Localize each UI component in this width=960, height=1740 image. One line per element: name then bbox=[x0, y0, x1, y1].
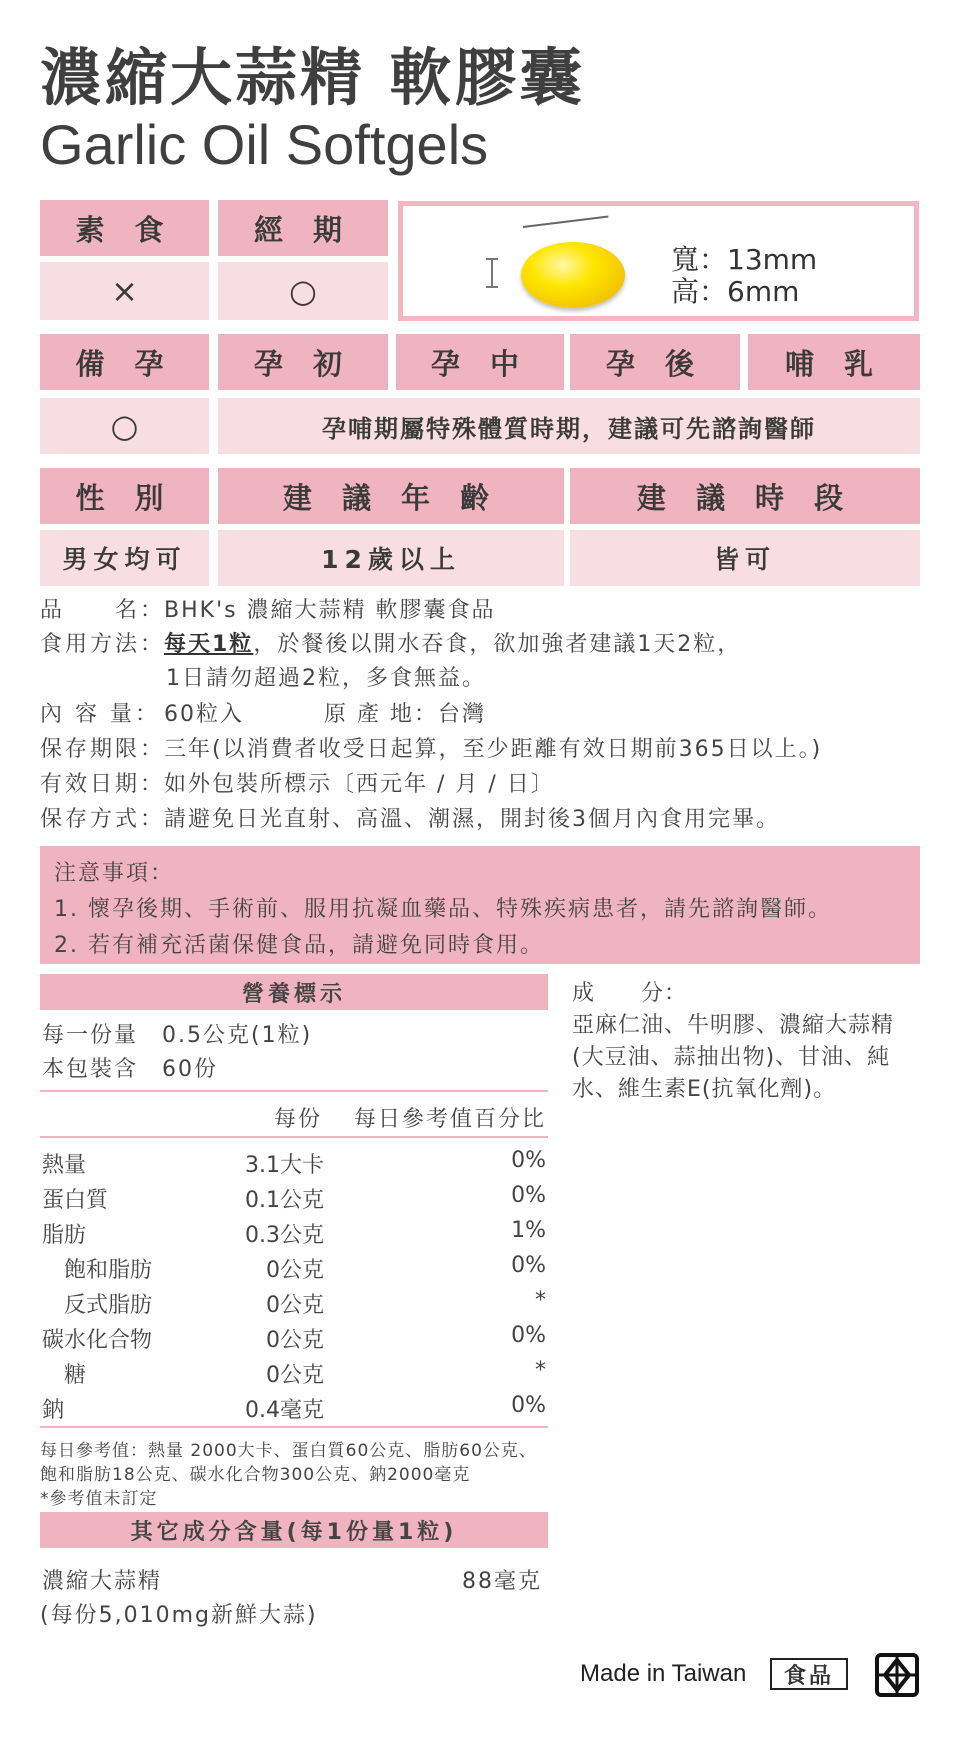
capsule-width-marker bbox=[523, 216, 609, 228]
nutrient-amount: 0.1公克 bbox=[245, 1188, 324, 1213]
info-shelf-life: 保存期限：三年(以消費者收受日起算，至少距離有效日期前365日以上。) bbox=[40, 737, 823, 762]
notice-item: 2. 若有補充活菌保健食品，請避免同時食用。 bbox=[54, 933, 544, 958]
nutrient-daily-pct: 0% bbox=[511, 1148, 546, 1173]
capsule-height: 高：6mm bbox=[671, 275, 800, 308]
other-item-note: (每份5,010mg新鮮大蒜) bbox=[40, 1603, 318, 1628]
table-row bbox=[40, 1183, 548, 1217]
notice-item: 1. 懷孕後期、手術前、服用抗凝血藥品、特殊疾病患者，請先諮詢醫師。 bbox=[54, 897, 832, 922]
info-content: 內 容 量： 60粒入 原 產 地：台灣 bbox=[40, 702, 487, 727]
col-per-serving: 每份 bbox=[274, 1107, 323, 1132]
nutrient-amount: 0公克 bbox=[266, 1258, 324, 1283]
nutrient-amount: 0.4毫克 bbox=[245, 1398, 324, 1423]
info-origin-value: 台灣 bbox=[438, 702, 487, 727]
capsule-width: 寬：13mm bbox=[671, 243, 818, 276]
other-item-name: 濃縮大蒜精 bbox=[42, 1569, 163, 1594]
nutrient-daily-pct: 0% bbox=[511, 1183, 546, 1208]
divider bbox=[40, 1136, 548, 1138]
pregnancy-header-late: 孕 後 bbox=[570, 334, 740, 390]
nutrition-title: 營養標示 bbox=[40, 974, 548, 1010]
table-row bbox=[40, 1323, 548, 1357]
capsule-size-box bbox=[398, 201, 919, 321]
nutrient-amount: 0公克 bbox=[266, 1293, 324, 1318]
notice-title: 注意事項： bbox=[54, 861, 175, 886]
nutrient-daily-pct: * bbox=[535, 1358, 546, 1383]
other-ingredients-title: 其它成分含量(每1份量1粒) bbox=[40, 1512, 548, 1548]
info-origin-label: 原 產 地： bbox=[324, 702, 438, 727]
info-name: 品 名：BHK's 濃縮大蒜精 軟膠囊食品 bbox=[40, 598, 496, 623]
capsule-image bbox=[521, 242, 625, 308]
gender-header: 性 別 bbox=[40, 468, 209, 524]
age-header: 建 議 年 齡 bbox=[218, 468, 564, 524]
nutrient-daily-pct: 0% bbox=[511, 1393, 546, 1418]
time-value: 皆可 bbox=[570, 530, 920, 586]
info-method-line2: 1日請勿超過2粒，多食無益。 bbox=[166, 666, 486, 691]
table-row bbox=[40, 1253, 548, 1287]
footnote: 飽和脂肪18公克、碳水化合物300公克、鈉2000毫克 bbox=[40, 1465, 471, 1485]
page-title-en: Garlic Oil Softgels bbox=[40, 113, 489, 176]
ingredients-text: 亞麻仁油、牛明膠、濃縮大蒜精(大豆油、蒜抽出物)、甘油、純水、維生素E(抗氧化劑)。 bbox=[572, 1013, 895, 1102]
pregnancy-header-prep: 備 孕 bbox=[40, 334, 209, 390]
page-title-zh: 濃縮大蒜精 軟膠囊 bbox=[40, 41, 585, 114]
table-row bbox=[40, 1218, 548, 1252]
nutrient-name: 飽和脂肪 bbox=[42, 1258, 153, 1283]
info-method: 食用方法：每天1粒，於餐後以開水吞食，欲加強者建議1天2粒， bbox=[40, 632, 742, 657]
pregnancy-header-mid: 孕 中 bbox=[396, 334, 564, 390]
divider bbox=[40, 1090, 548, 1092]
col-daily-value: 每日參考值百分比 bbox=[354, 1107, 547, 1132]
made-in-label: Made in Taiwan bbox=[580, 1660, 747, 1687]
footnote: 每日參考值：熱量 2000大卡、蛋白質60公克、脂肪60公克、 bbox=[40, 1441, 537, 1461]
serving-size: 每一份量 0.5公克(1粒) bbox=[42, 1023, 313, 1048]
info-expiry: 有效日期：如外包裝所標示〔西元年 / 月 / 日〕 bbox=[40, 772, 555, 797]
nutrient-amount: 3.1大卡 bbox=[245, 1153, 324, 1178]
servings-per-pack: 本包裝含 60份 bbox=[42, 1057, 218, 1082]
gender-value: 男女均可 bbox=[40, 530, 209, 586]
age-value: 12歲以上 bbox=[218, 530, 564, 586]
nutrient-amount: 0公克 bbox=[266, 1328, 324, 1353]
menstrual-value: ○ bbox=[218, 262, 388, 320]
ingredients-label: 成 分： bbox=[572, 981, 688, 1006]
nutrient-daily-pct: * bbox=[535, 1288, 546, 1313]
pregnancy-prep-value: ○ bbox=[40, 398, 209, 454]
table-row bbox=[40, 1393, 548, 1427]
vegetarian-header: 素 食 bbox=[40, 200, 209, 256]
ingredients bbox=[572, 978, 922, 1106]
table-row bbox=[40, 1148, 548, 1182]
notice-box bbox=[40, 846, 920, 964]
nutrient-daily-pct: 0% bbox=[511, 1323, 546, 1348]
nutrient-name: 蛋白質 bbox=[42, 1188, 109, 1213]
table-row bbox=[40, 1288, 548, 1322]
divider bbox=[40, 1426, 548, 1428]
pregnancy-header-nursing: 哺 乳 bbox=[748, 334, 920, 390]
nutrient-name: 反式脂肪 bbox=[42, 1293, 153, 1318]
pregnancy-note: 孕哺期屬特殊體質時期，建議可先諮詢醫師 bbox=[218, 398, 920, 454]
vegetarian-value: × bbox=[40, 262, 209, 320]
footnote: *參考值未訂定 bbox=[40, 1489, 158, 1509]
info-storage: 保存方式：請避免日光直射、高溫、潮濕，開封後3個月內食用完畢。 bbox=[40, 807, 780, 832]
other-item-amount: 88毫克 bbox=[462, 1569, 542, 1594]
table-row bbox=[40, 1358, 548, 1392]
nutrient-amount: 0.3公克 bbox=[245, 1223, 324, 1248]
nutrient-name: 碳水化合物 bbox=[42, 1328, 153, 1353]
nutrient-amount: 0公克 bbox=[266, 1363, 324, 1388]
nutrient-daily-pct: 1% bbox=[511, 1218, 546, 1243]
recycle-icon bbox=[874, 1652, 920, 1698]
nutrient-name: 脂肪 bbox=[42, 1223, 87, 1248]
nutrient-daily-pct: 0% bbox=[511, 1253, 546, 1278]
nutrient-name: 鈉 bbox=[42, 1398, 65, 1423]
food-badge: 食品 bbox=[770, 1658, 848, 1690]
nutrient-name: 糖 bbox=[42, 1363, 87, 1388]
time-header: 建 議 時 段 bbox=[570, 468, 920, 524]
capsule-height-marker bbox=[491, 258, 493, 288]
pregnancy-header-early: 孕 初 bbox=[218, 334, 388, 390]
menstrual-header: 經 期 bbox=[218, 200, 388, 256]
method-emphasis: 每天1粒 bbox=[164, 632, 254, 657]
nutrient-name: 熱量 bbox=[42, 1153, 87, 1178]
